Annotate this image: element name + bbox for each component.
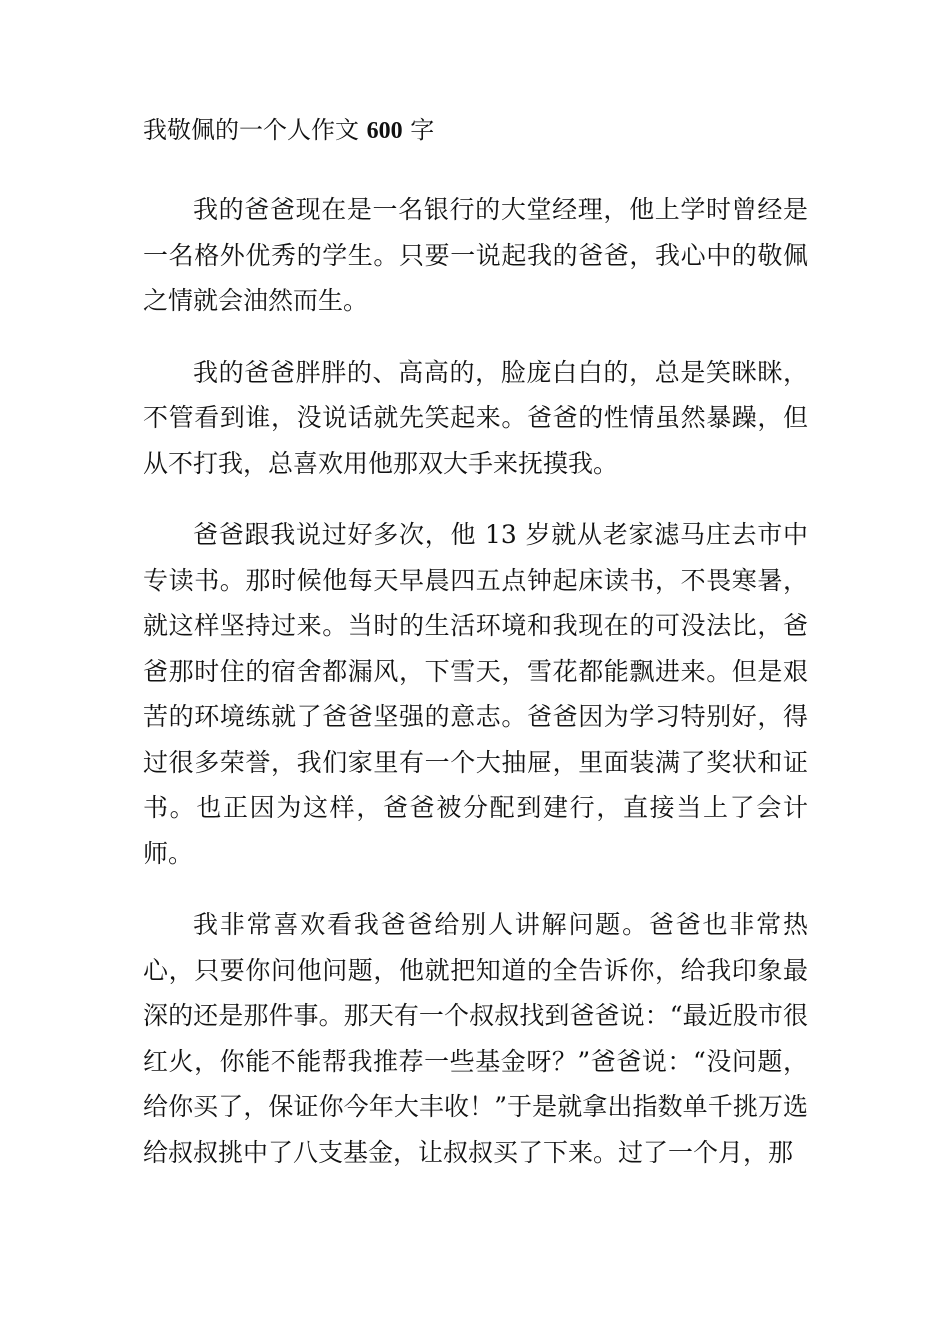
title-number: 600 [366,118,403,144]
title-prefix: 我敬佩的一个人作文 [143,116,359,144]
paragraph-3: 爸爸跟我说过好多次，他 13 岁就从老家滤马庄去市中专读书。那时候他每天早晨四五点钟起床读书，不畏寒暑，就这样坚持过来。当时的生活环境和我现在的可没法比，爸爸那时住的宿舍都漏风，下雪天，雪花都能飘进来。但是艰苦的环境练就了爸爸坚强的意志。爸爸因为学习特别好，得过很多荣誉，我们家里有一个大抽屉，里面装满了奖状和证书。也正因为这样，爸爸被分配到建行，直接当上了会计师。 [143,520,808,868]
document-title [143,112,808,149]
title-suffix: 字 [410,116,435,144]
paragraph-2: 我的爸爸胖胖的、高高的，脸庞白白的，总是笑眯眯，不管看到谁，没说话就先笑起来。爸爸的性情虽然暴躁，但从不打我，总喜欢用他那双大手来抚摸我。 [143,357,808,478]
paragraph-1: 我的爸爸现在是一名银行的大堂经理，他上学时曾经是一名格外优秀的学生。只要一说起我的爸爸，我心中的敬佩之情就会油然而生。 [143,195,808,315]
paragraph-4: 我非常喜欢看我爸爸给别人讲解问题。爸爸也非常热心，只要你问他问题，他就把知道的全告诉你，给我印象最深的还是那件事。那天有一个叔叔找到爸爸说：“最近股市很红火，你能不能帮我推荐一些基金呀？”爸爸说：“没问题，给你买了，保证你今年大丰收！”于是就拿出指数单千挑万选给叔叔挑中了八支基金，让叔叔买了下来。过了一个月，那 [143,910,808,1167]
document-page [143,112,808,1201]
